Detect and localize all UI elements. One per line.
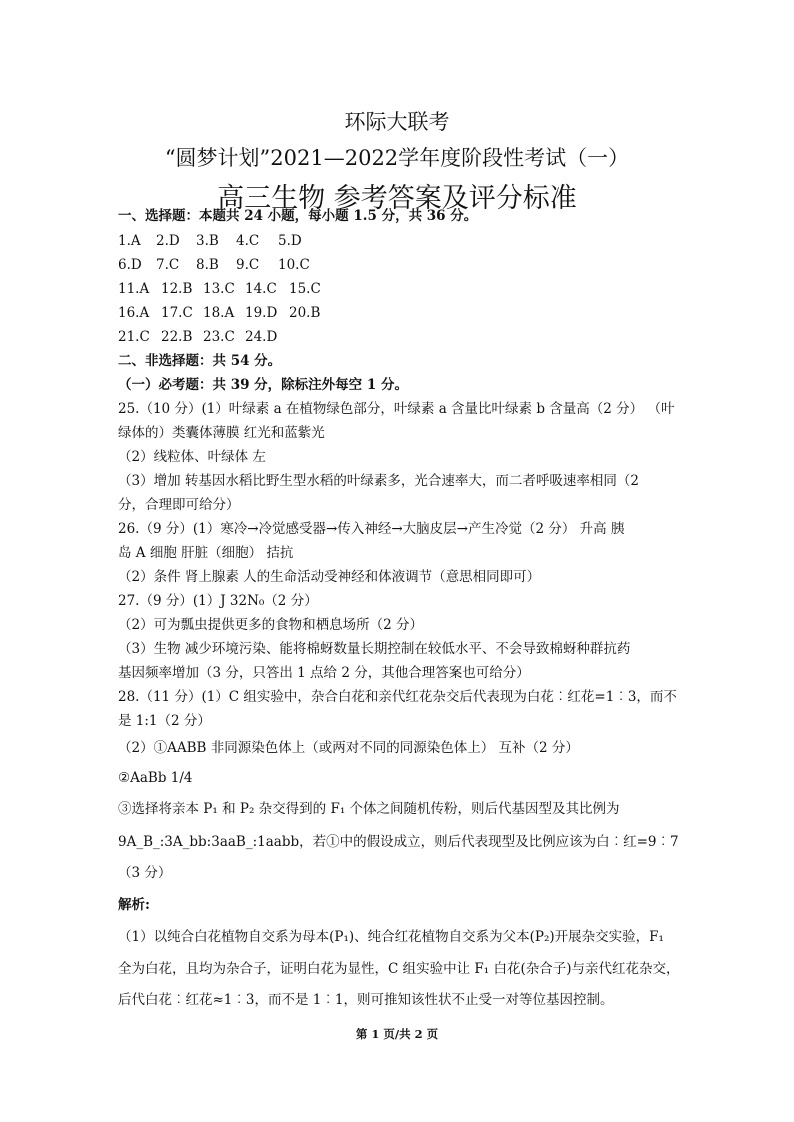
section2-heading: 二、非选择题：共 54 分。 — [118, 353, 282, 369]
answer-line: （2）线粒体、叶绿体 左 — [118, 449, 266, 465]
title-subject: 高三生物 参考答案及评分标准 — [217, 183, 577, 214]
answer-cell: 15.C — [289, 281, 321, 297]
answer-cell: 4.C — [236, 233, 260, 249]
answer-cell: 3.B — [196, 233, 219, 249]
answer-cell: 22.B — [161, 329, 193, 345]
answer-cell: 19.D — [245, 305, 278, 321]
answer-line: （2）条件 肾上腺素 人的生命活动受神经和体液调节（意思相同即可） — [118, 569, 541, 585]
answer-line-q28: 28.（11 分）(1）C 组实验中，杂合白花和亲代红花杂交后代表现为白花︰红花=1︰3，而不 — [118, 689, 677, 705]
answer-line: 基因频率增加（3 分，只答出 1 点给 2 分，其他合理答案也可给分） — [118, 665, 530, 681]
analysis-heading: 解析: — [118, 897, 150, 913]
answer-line: 是 1:1（2 分） — [118, 713, 211, 729]
answer-cell: 16.A — [118, 305, 150, 321]
answer-line-q27: 27.（9 分）(1）J 32N₀（2 分） — [118, 593, 318, 609]
answer-row — [118, 328, 277, 346]
answer-cell: 18.A — [203, 305, 235, 321]
answer-line: （3）生物 减少环境污染、能将棉蚜数量长期控制在较低水平、不会导致棉蚜种群抗药 — [118, 641, 631, 657]
answer-line-q25: 25.（10 分）(1）叶绿素 a 在植物绿色部分，叶绿素 a 含量比叶绿素 b 含量高（2 分） （叶 — [118, 401, 675, 417]
answer-cell: 21.C — [118, 329, 150, 345]
analysis-line: （1）以纯合白花植物自交系为母本(P₁)、纯合红花植物自交系为父本(P₂)开展杂交实验，F₁ — [118, 929, 664, 945]
answer-line: 9A_B_:3A_bb:3aaB_:1aabb，若①中的假设成立，则后代表现型及比例应该为白︰红=9︰7 — [118, 834, 679, 850]
answer-row — [118, 280, 321, 298]
answer-row — [118, 232, 302, 250]
title-exam-name: “圆梦计划”2021—2022学年度阶段性考试（一） — [164, 146, 630, 170]
answer-cell: 12.B — [161, 281, 193, 297]
answer-line-q26: 26.（9 分）(1）寒冷→冷觉感受器→传入神经→大脑皮层→产生冷觉（2 分） 升高 胰 — [118, 521, 625, 537]
title-exam-union: 环际大联考 — [344, 110, 450, 134]
section2-subheading: （一）必考题：共 39 分，除标注外每空 1 分。 — [118, 377, 408, 393]
answer-cell: 13.C — [203, 281, 235, 297]
answer-line: 分，合理即可给分） — [118, 497, 240, 513]
section1-heading: 一、选择题：本题共 24 小题，每小题 1.5 分，共 36 分。 — [118, 208, 478, 224]
answer-cell: 5.D — [278, 233, 302, 249]
answer-line: ③选择将亲本 P₁ 和 P₂ 杂交得到的 F₁ 个体之间随机传粉，则后代基因型及其比例为 — [118, 801, 620, 817]
analysis-line: 全为白花，且均为杂合子，证明白花为显性，C 组实验中让 F₁ 白花(杂合子)与亲代红花杂交， — [118, 961, 680, 977]
page-number-footer: 第 1 页/共 2 页 — [355, 1027, 439, 1041]
answer-cell: 2.D — [156, 233, 180, 249]
answer-cell: 17.C — [161, 305, 193, 321]
answer-row — [118, 256, 310, 274]
answer-cell: 11.A — [118, 281, 150, 297]
answer-cell: 14.C — [245, 281, 277, 297]
answer-cell: 10.C — [278, 257, 310, 273]
answer-cell: 20.B — [289, 305, 321, 321]
answer-cell: 9.C — [236, 257, 260, 273]
answer-line: 岛 A 细胞 肝脏（细胞） 拮抗 — [118, 545, 294, 561]
analysis-line: 后代白花︰红花≈1︰3，而不是 1︰1，则可推知该性状不止受一对等位基因控制。 — [118, 992, 614, 1008]
answer-cell: 7.C — [156, 257, 180, 273]
answer-cell: 8.B — [196, 257, 219, 273]
answer-line: ②AaBb 1/4 — [118, 770, 193, 786]
answer-line: （3 分） — [118, 865, 172, 881]
answer-row — [118, 304, 320, 322]
answer-cell: 24.D — [245, 329, 278, 345]
answer-cell: 6.D — [118, 257, 142, 273]
answer-line: （2）①AABB 非同源染色体上（或两对不同的同源染色体上） 互补（2 分） — [118, 740, 579, 756]
answer-line: （3）增加 转基因水稻比野生型水稻的叶绿素多，光合速率大，而二者呼吸速率相同（2 — [118, 473, 639, 489]
answer-cell: 1.A — [118, 233, 141, 249]
answer-line: （2）可为瓢虫提供更多的食物和栖息场所（2 分） — [118, 617, 423, 633]
answer-cell: 23.C — [203, 329, 235, 345]
answer-line: 绿体的）类囊体薄膜 红光和蓝紫光 — [118, 425, 325, 441]
